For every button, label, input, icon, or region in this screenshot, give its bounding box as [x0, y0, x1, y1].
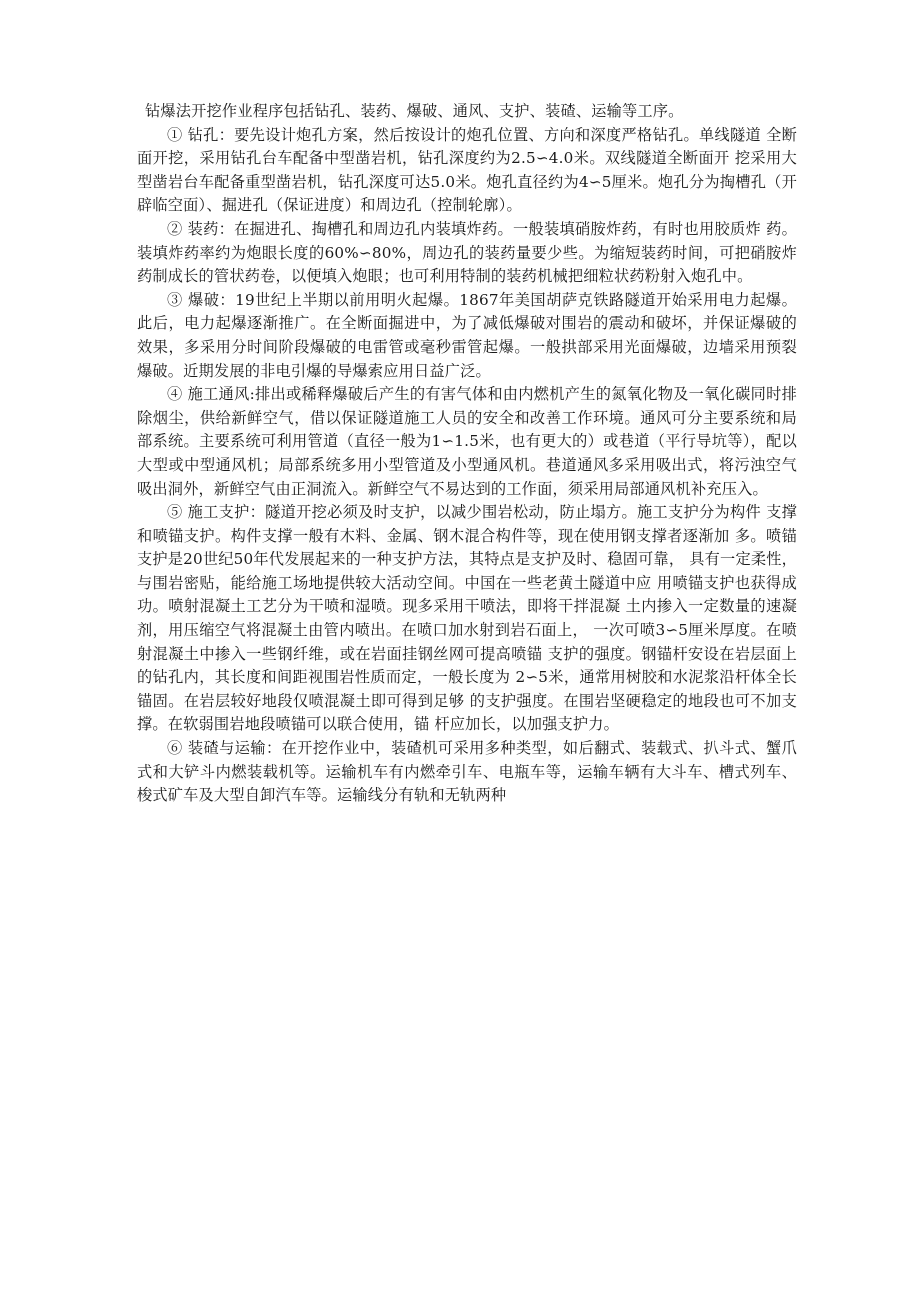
section-charging: ② 装药：在掘进孔、掏槽孔和周边孔内装填炸药。一般装填硝胺炸药，有时也用胶质炸 药。装填炸药率约为炮眼长度的60%∽80%，周边孔的装药量要少些。为缩短装药时间，可把硝胺炸药制成长的管状药卷，以便填入炮眼；也可利用特制的装药机械把细粒状药粉射入炮孔中。	[137, 219, 797, 286]
section-support: ⑤ 施工支护：隧道开挖必须及时支护，以减少围岩松动，防止塌方。施工支护分为构件 支撑和喷锚支护。构件支撑一般有木料、金属、钢木混合构件等，现在使用钢支撑者逐渐加 多。喷锚支护是20世纪50年代发展起来的一种支护方法，其特点是支护及时、稳固可靠， 具有一定柔性，与围岩密贴，能给施工场地提供较大活动空间。中国在一些老黄土隧道中应 用喷锚支护也获得成功。喷射混凝土工艺分为干喷和湿喷。现多采用干喷法，即将干拌混凝 土内掺入一定数量的速凝剂，用压缩空气将混凝土由管内喷出。在喷口加水射到岩石面上， 一次可喷3∽5厘米厚度。在喷射混凝土中掺入一些钢纤维，或在岩面挂钢丝网可提高喷锚 支护的强度。钢锚杆安设在岩层面上的钻孔内，其长度和间距视围岩性质而定，一般长度为 2∽5米，通常用树胶和水泥浆沿杆体全长锚固。在岩层较好地段仅喷混凝土即可得到足够 的支护强度。在围岩坚硬稳定的地段也可不加支撑。在软弱围岩地段喷锚可以联合使用，锚 杆应加长，以加强支护力。	[137, 503, 797, 734]
section-mucking-transport: ⑥ 装碴与运输：在开挖作业中，装碴机可采用多种类型，如后翻式、装载式、扒斗式、蟹爪式和大铲斗内燃装载机等。运输机车有内燃牵引车、电瓶车等，运输车辆有大斗车、槽式列车、梭式矿车及大型自卸汽车等。运输线分有轨和无轨两种	[137, 739, 797, 805]
section-blasting: ③ 爆破：19世纪上半期以前用明火起爆。1867年美国胡萨克铁路隧道开始采用电力起爆。此后，电力起爆逐渐推广。在全断面掘进中，为了减低爆破对围岩的震动和破坏，并保证爆破的效果，多采用分时间阶段爆破的电雷管或毫秒雷管起爆。一般拱部采用光面爆破，边墙采用预裂爆破。近期发展的非电引爆的导爆索应用日益广泛。	[137, 290, 797, 380]
intro-paragraph: 钻爆法开挖作业程序包括钻孔、装药、爆破、通风、支护、装碴、运输等工序。	[145, 102, 684, 120]
document-page	[137, 100, 797, 808]
section-drilling: ① 钻孔：要先设计炮孔方案，然后按设计的炮孔位置、方向和深度严格钻孔。单线隧道 全断面开挖，采用钻孔台车配备中型凿岩机，钻孔深度约为2.5∽4.0米。双线隧道全断面开 挖采用大型凿岩台车配备重型凿岩机，钻孔深度可达5.0米。炮孔直径约为4∽5厘米。炮孔分为掏槽孔（开辟临空面）、掘进孔（保证进度）和周边孔（控制轮廓）。	[137, 125, 797, 215]
section-ventilation: ④ 施工通风:排出或稀释爆破后产生的有害气体和由内燃机产生的氮氧化物及一氧化碳同时排除烟尘，供给新鲜空气，借以保证隧道施工人员的安全和改善工作环境。通风可分主要系统和局部系统。主要系统可利用管道（直径一般为1∽1.5米，也有更大的）或巷道（平行导坑等），配以大型或中型通风机；局部系统多用小型管道及小型通风机。巷道通风多采用吸出式，将污浊空气吸出洞外，新鲜空气由正洞流入。新鲜空气不易达到的工作面，须采用局部通风机补充压入。	[137, 385, 797, 498]
